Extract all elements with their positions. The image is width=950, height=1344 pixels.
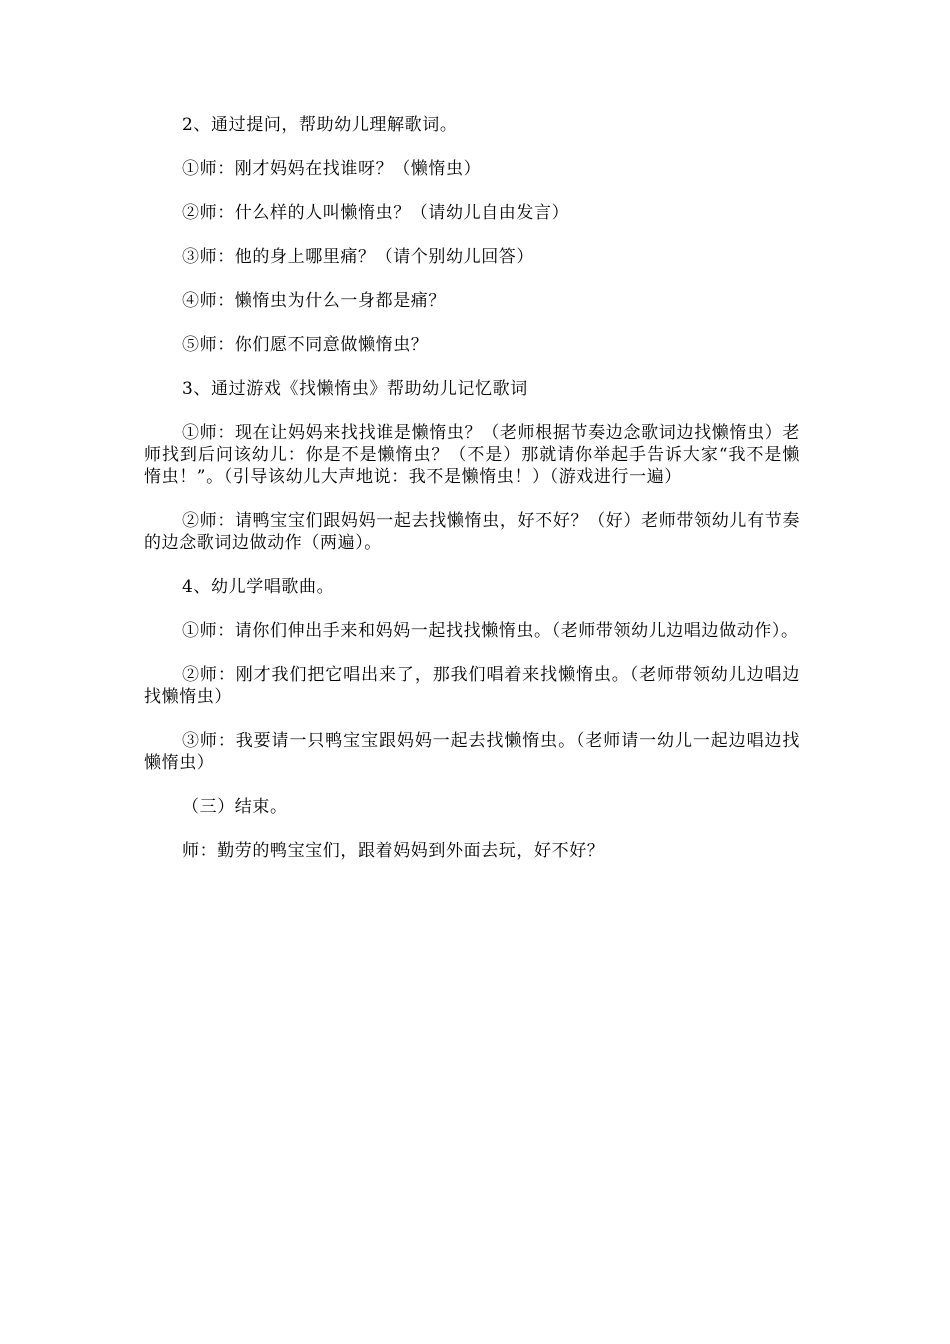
paragraph-section-end-heading: （三）结束。 — [182, 797, 288, 817]
paragraph-question-3: ③师：他的身上哪里痛？（请个别幼儿回答） — [182, 247, 534, 267]
paragraph-question-1: ①师：刚才妈妈在找谁呀？（懒惰虫） — [182, 159, 482, 179]
paragraph-sing-2: ②师：刚才我们把它唱出来了，那我们唱着来找懒惰虫。（老师带领幼儿边唱边找懒惰虫） — [144, 665, 800, 707]
paragraph-step-4-heading: 4、幼儿学唱歌曲。 — [182, 577, 335, 597]
paragraph-step-2-heading: 2、通过提问，帮助幼儿理解歌词。 — [182, 115, 458, 135]
paragraph-question-2: ②师：什么样的人叫懒惰虫？（请幼儿自由发言） — [182, 203, 570, 223]
paragraph-step-3-heading: 3、通过游戏《找懒惰虫》帮助幼儿记忆歌词 — [182, 379, 528, 399]
paragraph-closing: 师：勤劳的鸭宝宝们，跟着妈妈到外面去玩，好不好？ — [182, 841, 605, 861]
paragraph-question-5: ⑤师：你们愿不同意做懒惰虫？ — [182, 335, 429, 355]
paragraph-game-2: ②师：请鸭宝宝们跟妈妈一起去找懒惰虫，好不好？（好）老师带领幼儿有节奏的边念歌词边做动作（两遍）。 — [144, 511, 800, 553]
paragraph-sing-3: ③师：我要请一只鸭宝宝跟妈妈一起去找懒惰虫。（老师请一幼儿一起边唱边找懒惰虫） — [144, 731, 800, 773]
document-body — [144, 114, 800, 884]
paragraph-question-4: ④师：懒惰虫为什么一身都是痛？ — [182, 291, 446, 311]
paragraph-sing-1: ①师：请你们伸出手来和妈妈一起找找懒惰虫。（老师带领幼儿边唱边做动作）。 — [182, 621, 799, 641]
paragraph-game-1: ①师：现在让妈妈来找找谁是懒惰虫？（老师根据节奏边念歌词边找懒惰虫）老师找到后问该幼儿：你是不是懒惰虫？（不是）那就请你举起手告诉大家“我不是懒惰虫！”。（引导该幼儿大声地说：我不是懒惰虫！）（游戏进行一遍） — [144, 423, 800, 487]
